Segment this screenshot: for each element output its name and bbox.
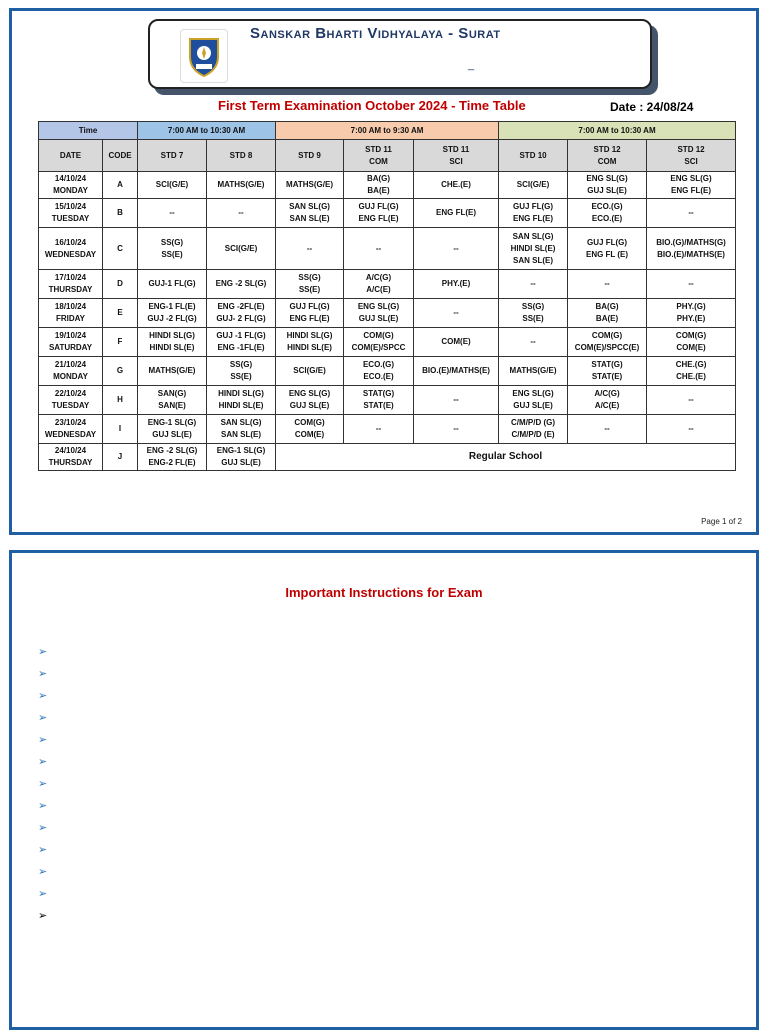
header-dash: _ bbox=[468, 59, 475, 71]
code-cell: C bbox=[103, 228, 138, 270]
subject-cell: GUJ FL(G) ENG FL(E) bbox=[344, 199, 414, 228]
table-row bbox=[39, 172, 736, 199]
subject-cell: SCI(G/E) bbox=[276, 357, 344, 386]
subject-cell: BA(G) BA(E) bbox=[344, 172, 414, 199]
subject-cell: HINDI SL(G) HINDI SL(E) bbox=[207, 386, 276, 415]
subject-cell: A/C(G) A/C(E) bbox=[344, 270, 414, 299]
column-header: STD 11 SCI bbox=[414, 140, 499, 172]
subject-cell: ENG SL(G) GUJ SL(E) bbox=[276, 386, 344, 415]
code-cell: B bbox=[103, 199, 138, 228]
instruction-bullet-icon: ➢ bbox=[38, 866, 48, 878]
subject-cell: -- bbox=[647, 415, 736, 444]
subject-cell: -- bbox=[414, 228, 499, 270]
date-cell: 21/10/24 MONDAY bbox=[39, 357, 103, 386]
date-cell: 15/10/24 TUESDAY bbox=[39, 199, 103, 228]
code-cell: D bbox=[103, 270, 138, 299]
date-cell: 18/10/24 FRIDAY bbox=[39, 299, 103, 328]
table-row bbox=[39, 357, 736, 386]
column-header: STD 9 bbox=[276, 140, 344, 172]
subject-cell: COM(E) bbox=[414, 328, 499, 357]
instruction-bullet-icon: ➢ bbox=[38, 800, 48, 812]
table-row bbox=[39, 199, 736, 228]
subject-cell: MATHS(G/E) bbox=[207, 172, 276, 199]
column-header: STD 7 bbox=[138, 140, 207, 172]
subject-cell: -- bbox=[344, 228, 414, 270]
exam-timetable bbox=[38, 121, 736, 471]
subject-cell: MATHS(G/E) bbox=[499, 357, 568, 386]
subject-cell: SS(G) SS(E) bbox=[499, 299, 568, 328]
page-title: First Term Examination October 2024 - Time Table bbox=[218, 98, 526, 113]
subject-cell: HINDI SL(G) HINDI SL(E) bbox=[276, 328, 344, 357]
instruction-bullet-icon: ➢ bbox=[38, 756, 48, 768]
subject-cell: C/M/P/D (G) C/M/P/D (E) bbox=[499, 415, 568, 444]
subject-cell: -- bbox=[207, 199, 276, 228]
subject-cell: SCI(G/E) bbox=[499, 172, 568, 199]
subject-cell: MATHS(G/E) bbox=[276, 172, 344, 199]
code-cell: F bbox=[103, 328, 138, 357]
instruction-bullet-icon: ➢ bbox=[38, 646, 48, 658]
subject-cell: ENG -2 SL(G) ENG-2 FL(E) bbox=[138, 444, 207, 471]
code-cell: A bbox=[103, 172, 138, 199]
table-row bbox=[39, 386, 736, 415]
instruction-bullet-icon: ➢ bbox=[38, 844, 48, 856]
instruction-bullet-icon: ➢ bbox=[38, 778, 48, 790]
subject-cell: ENG SL(G) GUJ SL(E) bbox=[344, 299, 414, 328]
subject-cell: -- bbox=[414, 386, 499, 415]
subject-cell: ENG SL(G) GUJ SL(E) bbox=[568, 172, 647, 199]
subject-cell: SCI(G/E) bbox=[207, 228, 276, 270]
subject-cell: BIO.(G)/MATHS(G) BIO.(E)/MATHS(E) bbox=[647, 228, 736, 270]
subject-cell: ENG-1 FL(E) GUJ -2 FL(G) bbox=[138, 299, 207, 328]
subject-cell: SS(G) SS(E) bbox=[276, 270, 344, 299]
code-cell: I bbox=[103, 415, 138, 444]
time-slot-std7-8: 7:00 AM to 10:30 AM bbox=[138, 122, 276, 140]
regular-school-cell: Regular School bbox=[276, 444, 736, 471]
subject-cell: COM(G) COM(E) bbox=[647, 328, 736, 357]
subject-cell: -- bbox=[647, 386, 736, 415]
column-header: STD 11 COM bbox=[344, 140, 414, 172]
subject-cell: COM(G) COM(E)/SPCC(E) bbox=[568, 328, 647, 357]
instruction-bullet-icon: ➢ bbox=[38, 712, 48, 724]
date-cell: 22/10/24 TUESDAY bbox=[39, 386, 103, 415]
instruction-bullet-icon: ➢ bbox=[38, 668, 48, 680]
subject-cell: GUJ -1 FL(G) ENG -1FL(E) bbox=[207, 328, 276, 357]
subject-cell: ENG-1 SL(G) GUJ SL(E) bbox=[207, 444, 276, 471]
subject-cell: SAN(G) SAN(E) bbox=[138, 386, 207, 415]
subject-cell: ENG-1 SL(G) GUJ SL(E) bbox=[138, 415, 207, 444]
date-cell: 19/10/24 SATURDAY bbox=[39, 328, 103, 357]
date-cell: 17/10/24 THURSDAY bbox=[39, 270, 103, 299]
table-row bbox=[39, 270, 736, 299]
subject-cell: -- bbox=[276, 228, 344, 270]
subject-cell: ENG SL(G) ENG FL(E) bbox=[647, 172, 736, 199]
subject-cell: -- bbox=[344, 415, 414, 444]
subject-cell: COM(G) COM(E) bbox=[276, 415, 344, 444]
date-cell: 24/10/24 THURSDAY bbox=[39, 444, 103, 471]
subject-cell: CHE.(E) bbox=[414, 172, 499, 199]
instructions-title: Important Instructions for Exam bbox=[285, 585, 483, 600]
subject-cell: ENG -2 SL(G) bbox=[207, 270, 276, 299]
subject-cell: SAN SL(G) HINDI SL(E) SAN SL(E) bbox=[499, 228, 568, 270]
time-slot-std9-11: 7:00 AM to 9:30 AM bbox=[276, 122, 499, 140]
table-row bbox=[39, 328, 736, 357]
subject-cell: -- bbox=[647, 270, 736, 299]
subject-cell: ENG -2FL(E) GUJ- 2 FL(G) bbox=[207, 299, 276, 328]
subject-cell: -- bbox=[568, 270, 647, 299]
subject-cell: A/C(G) A/C(E) bbox=[568, 386, 647, 415]
code-cell: J bbox=[103, 444, 138, 471]
instruction-bullet-icon: ➢ bbox=[38, 734, 48, 746]
column-header: CODE bbox=[103, 140, 138, 172]
instruction-bullet-icon: ➢ bbox=[38, 690, 48, 702]
code-cell: H bbox=[103, 386, 138, 415]
subject-cell: PHY.(G) PHY.(E) bbox=[647, 299, 736, 328]
subject-cell: ECO.(G) ECO.(E) bbox=[568, 199, 647, 228]
instruction-bullet-icon: ➢ bbox=[38, 888, 48, 900]
table-row bbox=[39, 415, 736, 444]
table-row bbox=[39, 299, 736, 328]
subject-cell: ENG FL(E) bbox=[414, 199, 499, 228]
subject-cell: -- bbox=[499, 270, 568, 299]
subject-cell: STAT(G) STAT(E) bbox=[568, 357, 647, 386]
date-cell: 23/10/24 WEDNESDAY bbox=[39, 415, 103, 444]
subject-cell: STAT(G) STAT(E) bbox=[344, 386, 414, 415]
subject-cell: SAN SL(G) SAN SL(E) bbox=[207, 415, 276, 444]
column-header: STD 8 bbox=[207, 140, 276, 172]
subject-cell: ENG SL(G) GUJ SL(E) bbox=[499, 386, 568, 415]
instruction-bullet-icon: ➢ bbox=[38, 910, 48, 922]
subject-cell: -- bbox=[138, 199, 207, 228]
subject-cell: HINDI SL(G) HINDI SL(E) bbox=[138, 328, 207, 357]
date-cell: 16/10/24 WEDNESDAY bbox=[39, 228, 103, 270]
subject-cell: CHE.(G) CHE.(E) bbox=[647, 357, 736, 386]
time-label: Time bbox=[39, 122, 138, 140]
instruction-bullet-icon: ➢ bbox=[38, 822, 48, 834]
page-2 bbox=[9, 550, 759, 1030]
subject-cell: -- bbox=[647, 199, 736, 228]
subject-cell: COM(G) COM(E)/SPCC bbox=[344, 328, 414, 357]
column-header: DATE bbox=[39, 140, 103, 172]
crest-icon bbox=[187, 35, 221, 77]
subject-cell: GUJ FL(G) ENG FL (E) bbox=[568, 228, 647, 270]
code-cell: G bbox=[103, 357, 138, 386]
school-name: Sanskar Bharti Vidhyalaya - Surat bbox=[250, 25, 501, 42]
column-header: STD 12 COM bbox=[568, 140, 647, 172]
school-logo bbox=[180, 29, 228, 83]
subject-cell: -- bbox=[414, 415, 499, 444]
subject-cell: BIO.(E)/MATHS(E) bbox=[414, 357, 499, 386]
subject-cell: BA(G) BA(E) bbox=[568, 299, 647, 328]
subject-cell: GUJ FL(G) ENG FL(E) bbox=[499, 199, 568, 228]
page-1 bbox=[9, 8, 759, 535]
page-number: Page 1 of 2 bbox=[701, 517, 742, 526]
time-slot-std10-12: 7:00 AM to 10:30 AM bbox=[499, 122, 736, 140]
subject-cell: SCI(G/E) bbox=[138, 172, 207, 199]
subject-cell: GUJ FL(G) ENG FL(E) bbox=[276, 299, 344, 328]
subject-cell: -- bbox=[568, 415, 647, 444]
subject-cell: SS(G) SS(E) bbox=[138, 228, 207, 270]
subject-cell: PHY.(E) bbox=[414, 270, 499, 299]
subject-cell: -- bbox=[499, 328, 568, 357]
instructions-list bbox=[38, 641, 47, 927]
subject-cell: ECO.(G) ECO.(E) bbox=[344, 357, 414, 386]
subject-cell: SAN SL(G) SAN SL(E) bbox=[276, 199, 344, 228]
date-cell: 14/10/24 MONDAY bbox=[39, 172, 103, 199]
table-row bbox=[39, 444, 736, 471]
code-cell: E bbox=[103, 299, 138, 328]
school-header-box bbox=[148, 19, 652, 89]
table-row bbox=[39, 228, 736, 270]
column-header: STD 12 SCI bbox=[647, 140, 736, 172]
issue-date: Date : 24/08/24 bbox=[610, 100, 694, 114]
subject-cell: -- bbox=[414, 299, 499, 328]
subject-cell: MATHS(G/E) bbox=[138, 357, 207, 386]
column-header: STD 10 bbox=[499, 140, 568, 172]
subject-cell: SS(G) SS(E) bbox=[207, 357, 276, 386]
subject-cell: GUJ-1 FL(G) bbox=[138, 270, 207, 299]
